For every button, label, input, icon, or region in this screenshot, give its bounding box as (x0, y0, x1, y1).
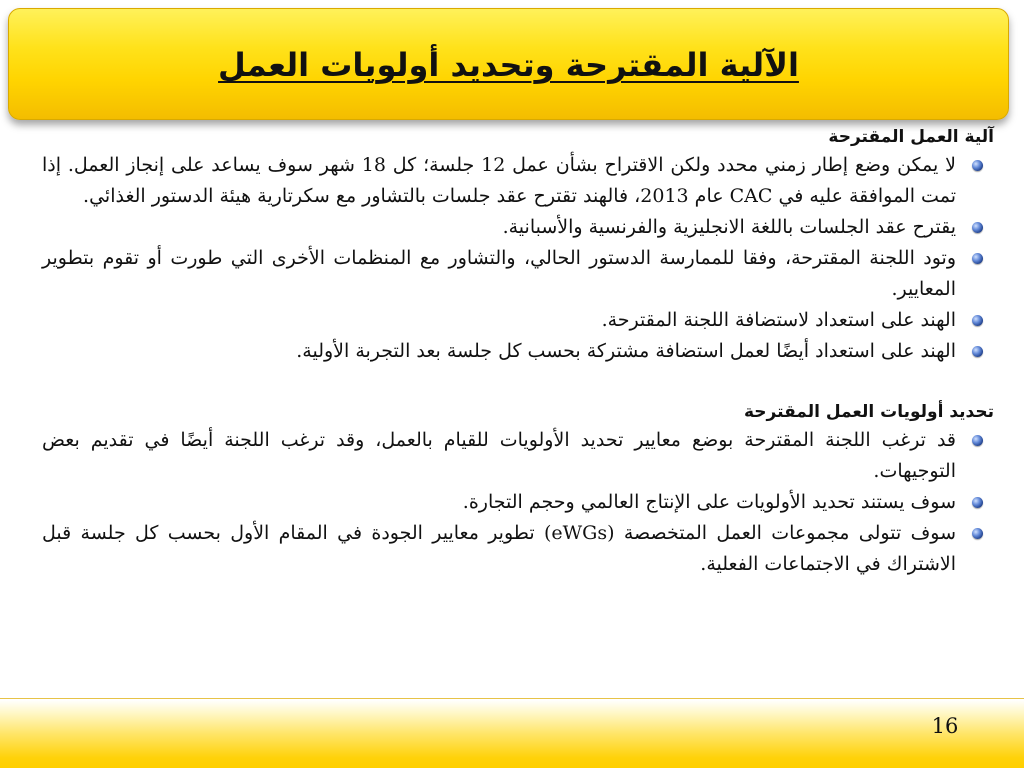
bullet-icon (972, 528, 983, 539)
list-item (42, 487, 994, 518)
list-item (42, 425, 994, 487)
bullet-text: وتود اللجنة المقترحة، وفقا للممارسة الدستور الحالي، والتشاور مع المنظمات الأخرى التي طورت أو تقوم بتطوير المعايير. (42, 247, 956, 300)
bullet-text: لا يمكن وضع إطار زمني محدد ولكن الاقتراح بشأن عمل 12 جلسة؛ كل 18 شهر سوف يساعد على إنجاز العمل. إذا تمت الموافقة عليه في CAC عام 2013، فالهند تقترح عقد جلسات بالتشاور مع سكرتارية هيئة الدستور الغذائي. (42, 154, 956, 207)
bullet-icon (972, 497, 983, 508)
footer-divider (0, 698, 1024, 699)
bullet-list (42, 150, 994, 367)
list-item (42, 305, 994, 336)
bullet-text: يقترح عقد الجلسات باللغة الانجليزية والفرنسية والأسبانية. (502, 216, 956, 238)
bullet-text: سوف يستند تحديد الأولويات على الإنتاج العالمي وحجم التجارة. (462, 491, 956, 513)
list-item (42, 518, 994, 580)
list-item (42, 243, 994, 305)
list-item (42, 150, 994, 212)
list-item (42, 336, 994, 367)
bullet-icon (972, 160, 983, 171)
bullet-text: الهند على استعداد لاستضافة اللجنة المقترحة. (601, 309, 956, 331)
bullet-icon (972, 346, 983, 357)
section-spacer (42, 367, 994, 399)
bullet-text: سوف تتولى مجموعات العمل المتخصصة (eWGs) تطوير معايير الجودة في المقام الأول بحسب كل جلسة قبل الاشتراك في الاجتماعات الفعلية. (42, 522, 957, 575)
bullet-icon (972, 315, 983, 326)
bullet-icon (972, 435, 983, 446)
section-heading: آلية العمل المقترحة (828, 127, 994, 147)
section-proposed-mechanism (42, 124, 994, 367)
bullet-text: قد ترغب اللجنة المقترحة بوضع معايير تحديد الأولويات للقيام بالعمل، وقد ترغب اللجنة أيضًا في تقديم بعض التوجيهات. (42, 429, 956, 482)
slide-title: الآلية المقترحة وتحديد أولويات العمل (218, 46, 799, 84)
section-work-priorities (42, 399, 994, 580)
bullet-text: الهند على استعداد أيضًا لعمل استضافة مشتركة بحسب كل جلسة بعد التجربة الأولية. (296, 340, 956, 362)
bullet-icon (972, 222, 983, 233)
slide-number: 16 (931, 714, 959, 738)
title-banner (8, 8, 1009, 120)
list-item (42, 212, 994, 243)
footer-band (0, 700, 1024, 768)
slide-content (42, 124, 994, 580)
bullet-icon (972, 253, 983, 264)
bullet-list (42, 425, 994, 580)
section-heading: تحديد أولويات العمل المقترحة (744, 402, 994, 422)
